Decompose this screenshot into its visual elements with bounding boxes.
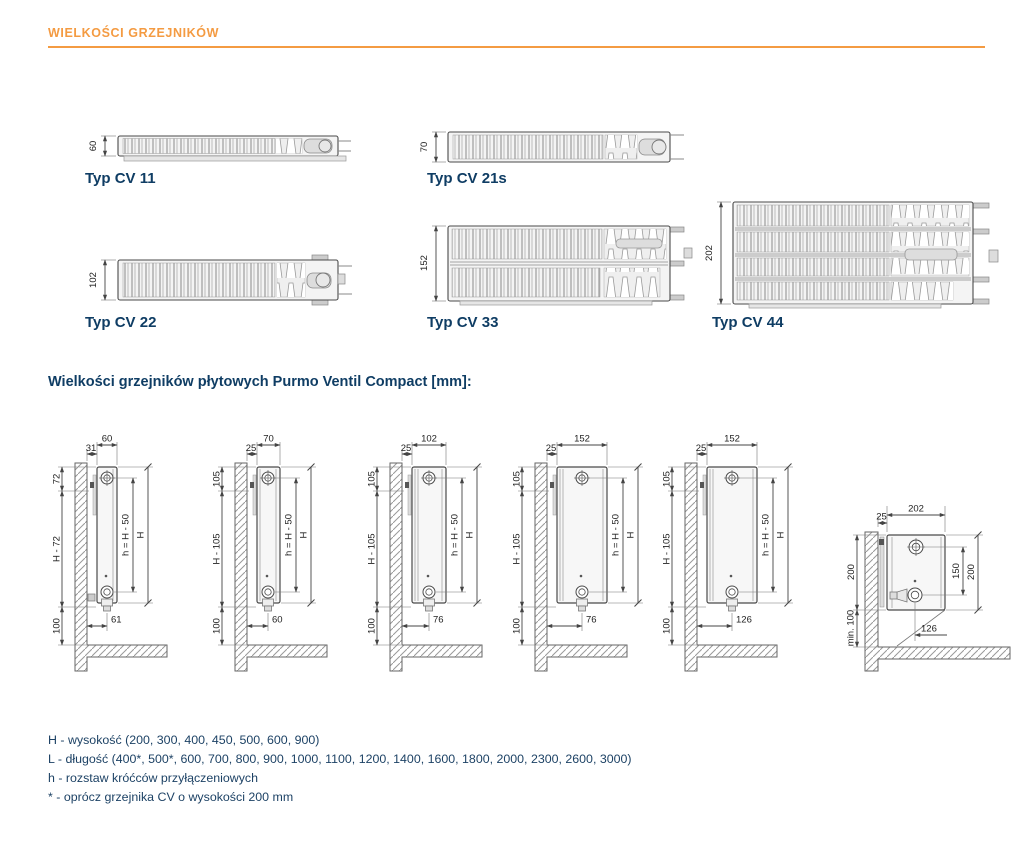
- dim-lower: 100: [211, 618, 223, 634]
- dim-port-spacing: 150: [951, 563, 962, 579]
- dim-bottom-offset: 126: [736, 614, 752, 626]
- cv22-top-view-diagram: [60, 252, 360, 314]
- legend-line-footnote: * - oprócz grzejnika CV o wysokości 200 mm: [48, 790, 294, 804]
- typ-cv-22-label: Typ CV 22: [85, 314, 157, 331]
- radiator-section: [700, 467, 757, 611]
- cv11-depth-label: 60: [88, 140, 99, 152]
- typ-cv-21s-label: Typ CV 21s: [427, 170, 507, 187]
- cv21s-radiator-body: [448, 132, 684, 162]
- dim-height: H: [464, 531, 476, 539]
- dim-middle: H - 72: [51, 536, 63, 562]
- radiator-section: [250, 467, 280, 611]
- dim-left-lower: min. 100: [845, 609, 857, 647]
- dim-top-width: 152: [574, 433, 590, 445]
- dim-bottom-offset: 61: [111, 614, 122, 626]
- page-title: WIELKOŚCI GRZEJNIKÓW: [48, 26, 220, 40]
- cv33-depth-label: 152: [419, 255, 430, 271]
- dim-middle: H - 105: [211, 533, 223, 565]
- dim-wall-gap: 25: [545, 443, 557, 454]
- dim-bottom-offset: 76: [586, 614, 597, 626]
- cv22-depth-dimension: [88, 260, 116, 300]
- dim-wall-gap: 25: [876, 511, 887, 523]
- dim-lower: 100: [366, 618, 378, 634]
- cv21s-depth-label: 70: [419, 141, 430, 153]
- side-view-cv21s: [210, 425, 360, 675]
- dim-port-spacing: h = H - 50: [449, 514, 461, 556]
- cv22-depth-label: 102: [88, 272, 99, 288]
- cv44-depth-label: 202: [704, 245, 715, 261]
- dim-height: H: [775, 531, 787, 539]
- dim-upper: 72: [51, 473, 63, 485]
- dim-top-width: 60: [101, 433, 113, 445]
- dim-lower: 100: [661, 618, 673, 634]
- title-divider: [48, 46, 985, 48]
- cv11-depth-dimension: [88, 136, 116, 156]
- dim-middle: H - 105: [661, 533, 673, 565]
- dim-height: H: [135, 531, 147, 539]
- dim-upper: 105: [661, 471, 673, 487]
- dim-port-spacing: h = H - 50: [283, 514, 295, 556]
- cv33-radiator-body: [448, 226, 692, 305]
- detail-view-h200: [845, 475, 1020, 675]
- cv44-top-view-diagram: [693, 192, 1008, 327]
- dim-height: H: [625, 531, 637, 539]
- dim-height: 200: [966, 564, 977, 580]
- dim-upper: 105: [211, 471, 223, 487]
- cv33-top-view-diagram: [408, 218, 698, 318]
- dim-top-width: 102: [421, 433, 437, 445]
- side-view-cv22: [365, 425, 515, 675]
- dim-port-spacing: h = H - 50: [610, 514, 622, 556]
- typ-cv-11-label: Typ CV 11: [85, 170, 156, 187]
- cv44-radiator-body: [733, 202, 998, 308]
- radiator-section: [405, 467, 446, 611]
- legend: [48, 731, 632, 807]
- dim-middle: H - 105: [366, 533, 378, 565]
- typ-cv-33-label: Typ CV 33: [427, 314, 499, 331]
- cv33-depth-dimension: [419, 226, 446, 301]
- legend-line-port-spacing: h - rozstaw króćców przyłączeniowych: [48, 771, 259, 785]
- radiator-section: [88, 467, 117, 611]
- side-view-cv44: [660, 425, 810, 675]
- dim-upper: 105: [366, 471, 378, 487]
- wall-and-floor-hatch: [75, 463, 167, 671]
- dim-height: H: [298, 531, 310, 539]
- side-view-cv33: [510, 425, 660, 675]
- legend-line-length: L - długość (400*, 500*, 600, 700, 800, 900, 1000, 1100, 1200, 1400, 1600, 1800, 2000, 2300, 2600, 3000): [48, 752, 632, 766]
- cv22-radiator-body: [118, 255, 352, 305]
- dim-wall-gap: 25: [400, 443, 412, 454]
- side-view-cv11: [50, 425, 200, 675]
- dim-wall-gap: 25: [245, 443, 257, 454]
- dim-middle: H - 105: [511, 533, 523, 565]
- cv21s-depth-dimension: [419, 132, 446, 162]
- radiator-section: [550, 467, 607, 611]
- dim-wall-gap: 25: [695, 443, 707, 454]
- dim-lower: 100: [511, 618, 523, 634]
- dim-bottom-offset: 126: [921, 623, 937, 635]
- cv44-depth-dimension: [704, 202, 731, 304]
- dim-bottom-offset: 76: [433, 614, 444, 626]
- dim-top-width: 152: [724, 433, 740, 445]
- dim-bottom-offset: 60: [272, 614, 283, 626]
- dim-top-width: 70: [263, 433, 274, 445]
- dim-left-height: 200: [846, 564, 857, 580]
- dim-top-width: 202: [908, 503, 924, 515]
- dim-upper: 105: [511, 471, 523, 487]
- legend-line-height: H - wysokość (200, 300, 400, 450, 500, 600, 900): [48, 733, 320, 747]
- cv11-radiator-body: [118, 136, 351, 161]
- section-heading: Wielkości grzejników płytowych Purmo Ventil Compact [mm]:: [48, 374, 472, 390]
- dim-wall-gap: 31: [85, 443, 97, 454]
- dim-port-spacing: h = H - 50: [760, 514, 772, 556]
- typ-cv-44-label: Typ CV 44: [712, 314, 784, 331]
- wall-and-floor-hatch: [235, 463, 327, 671]
- dim-lower: 100: [51, 618, 63, 634]
- dim-port-spacing: h = H - 50: [120, 514, 132, 556]
